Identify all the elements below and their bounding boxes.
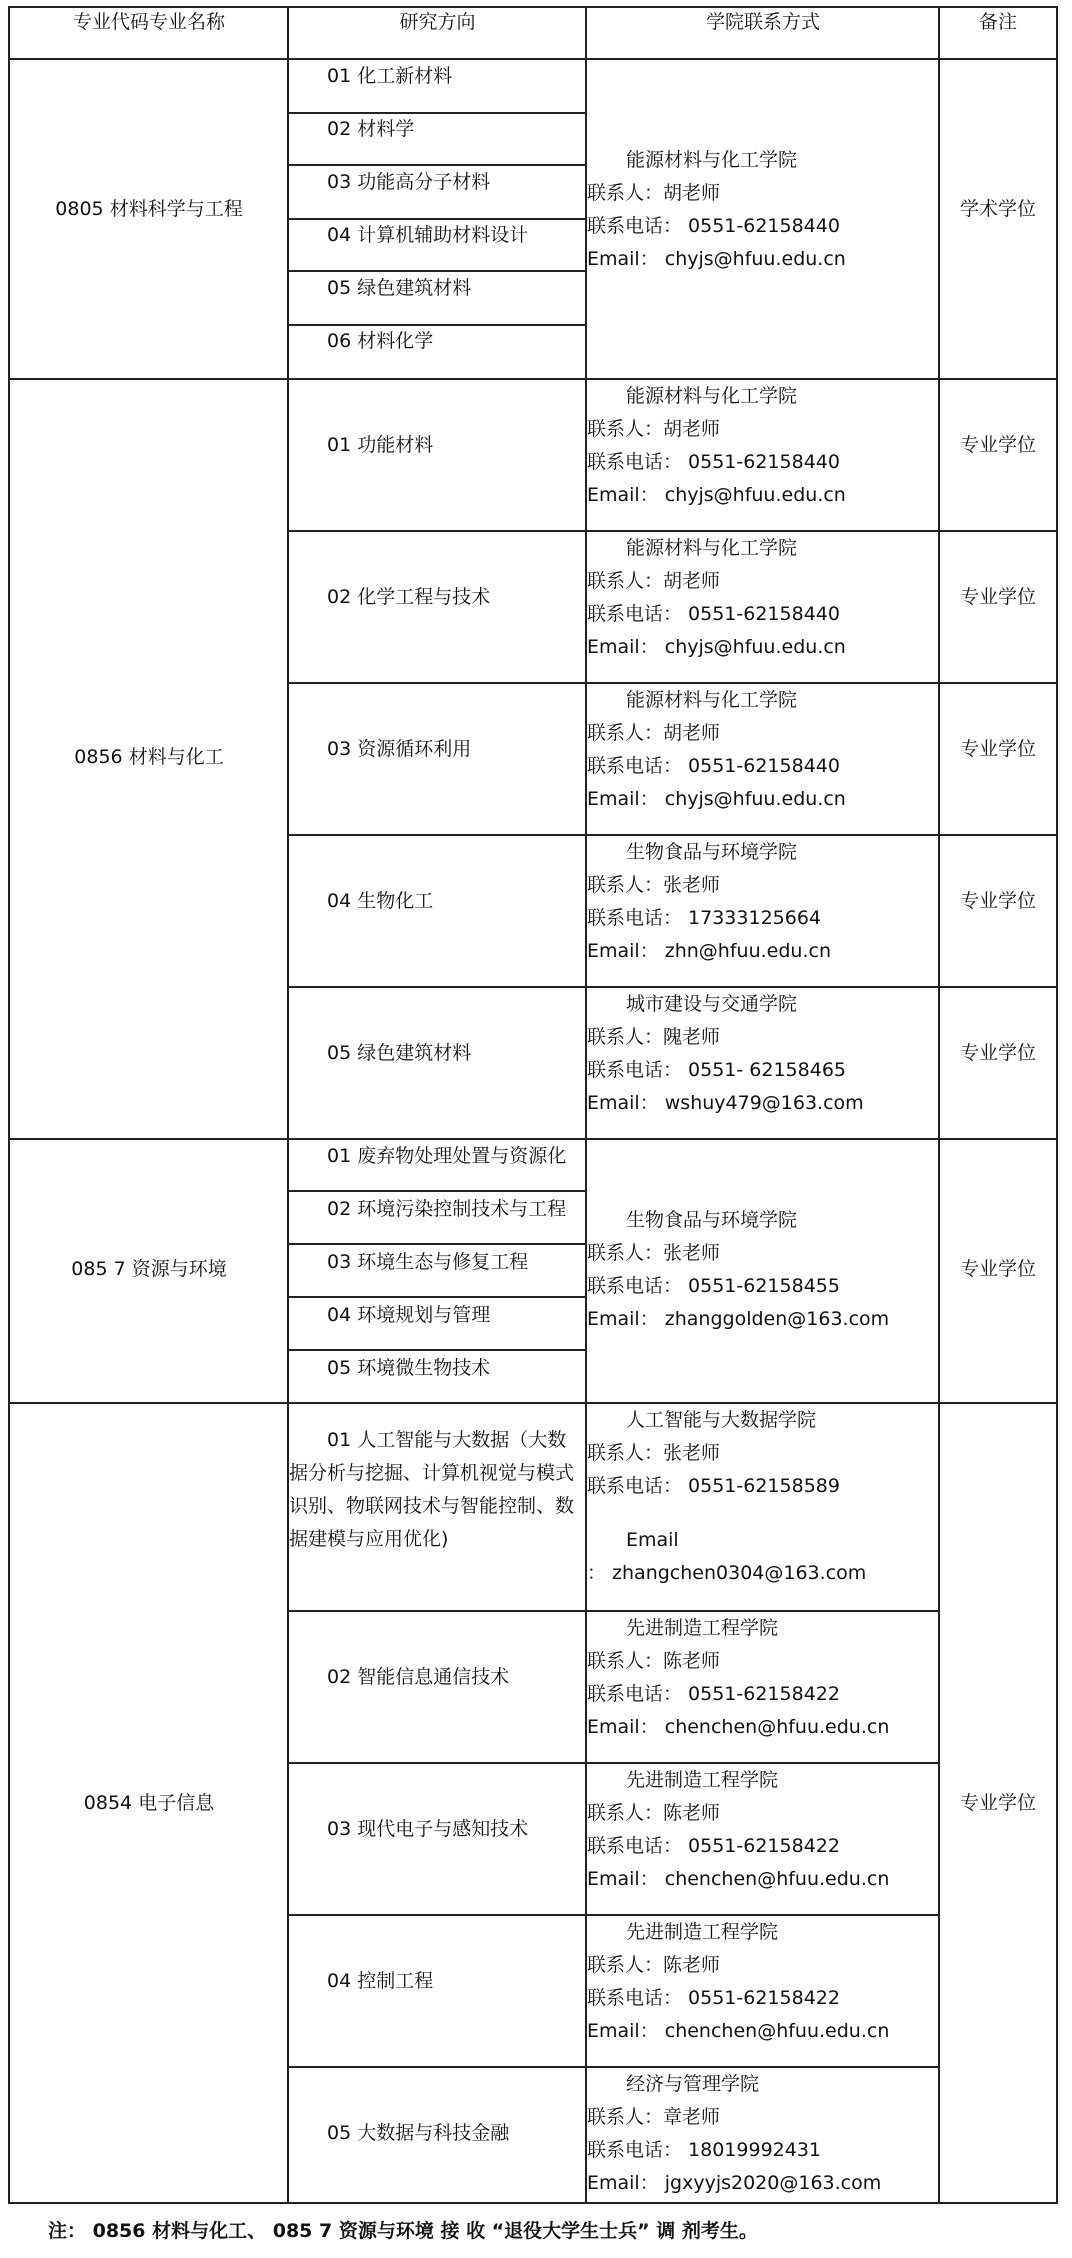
degree-type: 学术学位	[959, 198, 1036, 220]
contact-phone: 联系电话： 18019992431	[587, 2139, 822, 2161]
school-name: 生物食品与环境学院	[626, 1209, 798, 1231]
row-divider	[288, 1296, 586, 1298]
research-direction: 02 环境污染控制技术与工程	[327, 1198, 567, 1220]
contact-email: Email： wshuy479@163.com	[587, 1092, 864, 1114]
contact-email: Email： jgxyyjs2020@163.com	[587, 2172, 882, 2194]
school-name: 能源材料与化工学院	[626, 385, 798, 407]
school-name: 生物食品与环境学院	[626, 841, 798, 863]
header-major: 专业代码专业名称	[72, 11, 225, 33]
school-name: 能源材料与化工学院	[626, 149, 798, 171]
contact-email-label: Email	[626, 1529, 679, 1551]
contact-phone: 联系电话： 0551-62158589	[587, 1475, 840, 1497]
row-divider	[8, 58, 1058, 60]
contact-email: Email： chyjs@hfuu.edu.cn	[587, 788, 846, 810]
contact-person: 联系人：隗老师	[587, 1026, 721, 1048]
degree-type: 专业学位	[959, 890, 1036, 912]
research-direction: 02 智能信息通信技术	[327, 1666, 510, 1688]
research-direction: 01 化工新材料	[327, 65, 453, 87]
contact-person: 联系人：陈老师	[587, 1650, 721, 1672]
research-direction: 06 材料化学	[327, 330, 434, 352]
contact-person: 联系人：章老师	[587, 2106, 721, 2128]
school-name: 先进制造工程学院	[626, 1921, 779, 1943]
research-direction: 02 材料学	[327, 118, 415, 140]
contact-person: 联系人：张老师	[587, 1442, 721, 1464]
research-direction: 03 资源循环利用	[327, 738, 472, 760]
row-divider	[288, 1914, 940, 1916]
contact-phone: 联系电话： 0551-62158440	[587, 755, 840, 777]
header-contact: 学院联系方式	[705, 11, 820, 33]
major-name: 0854 电子信息	[83, 1792, 215, 1814]
contact-phone: 联系电话： 0551-62158422	[587, 1987, 840, 2009]
contact-person: 联系人：胡老师	[587, 418, 721, 440]
research-direction: 05 大数据与科技金融	[327, 2122, 510, 2144]
contact-email: Email： zhn@hfuu.edu.cn	[587, 940, 831, 962]
row-divider	[8, 378, 1058, 380]
contact-person: 联系人：陈老师	[587, 1954, 721, 1976]
contact-person: 联系人：张老师	[587, 1242, 721, 1264]
research-direction: 04 控制工程	[327, 1970, 434, 1992]
header-direction: 研究方向	[399, 11, 476, 33]
contact-email: ： zhangchen0304@163.com	[587, 1562, 867, 1584]
contact-phone: 联系电话： 0551-62158422	[587, 1683, 840, 1705]
row-divider	[288, 2066, 940, 2068]
school-name: 先进制造工程学院	[626, 1617, 779, 1639]
research-direction: 03 环境生态与修复工程	[327, 1251, 529, 1273]
research-direction: 01 废弃物处理处置与资源化	[327, 1145, 567, 1167]
contact-person: 联系人：张老师	[587, 874, 721, 896]
research-direction: 04 生物化工	[327, 890, 434, 912]
table-bottom-border	[8, 2202, 1058, 2204]
contact-phone: 联系电话： 0551-62158422	[587, 1835, 840, 1857]
school-name: 城市建设与交通学院	[626, 993, 798, 1015]
contact-person: 联系人：胡老师	[587, 570, 721, 592]
research-direction: 01 人工智能与大数据（大数	[327, 1429, 567, 1451]
research-direction: 05 绿色建筑材料	[327, 1042, 472, 1064]
contact-phone: 联系电话： 0551-62158440	[587, 215, 840, 237]
contact-email: Email： chyjs@hfuu.edu.cn	[587, 484, 846, 506]
row-divider	[288, 1243, 586, 1245]
degree-type: 专业学位	[959, 586, 1036, 608]
footnote: 注： 0856 材料与化工、 085 7 资源与环境 接 收 “退役大学生士兵” 调 剂考生。	[48, 2220, 758, 2242]
table-right-border	[1056, 6, 1058, 2204]
contact-email: Email： chyjs@hfuu.edu.cn	[587, 636, 846, 658]
school-name: 先进制造工程学院	[626, 1769, 779, 1791]
degree-type: 专业学位	[959, 738, 1036, 760]
contact-person: 联系人：陈老师	[587, 1802, 721, 1824]
table-left-border	[8, 6, 10, 2204]
contact-phone: 联系电话： 0551-62158455	[587, 1275, 840, 1297]
school-name: 能源材料与化工学院	[626, 537, 798, 559]
research-direction: 03 功能高分子材料	[327, 171, 491, 193]
school-name: 能源材料与化工学院	[626, 689, 798, 711]
research-direction: 04 计算机辅助材料设计	[327, 224, 529, 246]
school-name: 人工智能与大数据学院	[626, 1409, 817, 1431]
contact-phone: 联系电话： 0551- 62158465	[587, 1059, 846, 1081]
column-divider	[287, 6, 289, 2204]
degree-type: 专业学位	[959, 1042, 1036, 1064]
contact-phone: 联系电话： 17333125664	[587, 907, 822, 929]
column-divider	[938, 6, 940, 2204]
major-name: 085 7 资源与环境	[71, 1258, 227, 1280]
degree-type: 专业学位	[959, 1792, 1036, 1814]
row-divider	[288, 1190, 586, 1192]
contact-email: Email： chenchen@hfuu.edu.cn	[587, 1716, 890, 1738]
contact-email: Email： chyjs@hfuu.edu.cn	[587, 248, 846, 270]
contact-person: 联系人：胡老师	[587, 182, 721, 204]
row-divider	[288, 1762, 940, 1764]
major-name: 0856 材料与化工	[74, 746, 224, 768]
research-direction: 03 现代电子与感知技术	[327, 1818, 529, 1840]
contact-person: 联系人：胡老师	[587, 722, 721, 744]
research-direction: 识别、物联网技术与智能控制、数	[289, 1495, 575, 1517]
research-direction: 据建模与应用优化)	[289, 1528, 449, 1550]
contact-phone: 联系电话： 0551-62158440	[587, 451, 840, 473]
research-direction: 02 化学工程与技术	[327, 586, 491, 608]
research-direction: 05 环境微生物技术	[327, 1357, 491, 1379]
contact-email: Email： chenchen@hfuu.edu.cn	[587, 2020, 890, 2042]
research-direction: 据分析与挖掘、计算机视觉与模式	[289, 1462, 575, 1484]
contact-email: Email： chenchen@hfuu.edu.cn	[587, 1868, 890, 1890]
contact-email: Email： zhanggolden@163.com	[587, 1308, 890, 1330]
header-remark: 备注	[978, 11, 1017, 33]
row-divider	[288, 1610, 940, 1612]
major-name: 0805 材料科学与工程	[55, 198, 243, 220]
research-direction: 01 功能材料	[327, 434, 434, 456]
school-name: 经济与管理学院	[626, 2073, 760, 2095]
row-divider	[288, 1349, 586, 1351]
degree-type: 专业学位	[959, 1258, 1036, 1280]
row-divider	[8, 1402, 1058, 1404]
research-direction: 05 绿色建筑材料	[327, 277, 472, 299]
research-direction: 04 环境规划与管理	[327, 1304, 491, 1326]
degree-type: 专业学位	[959, 434, 1036, 456]
contact-phone: 联系电话： 0551-62158440	[587, 603, 840, 625]
